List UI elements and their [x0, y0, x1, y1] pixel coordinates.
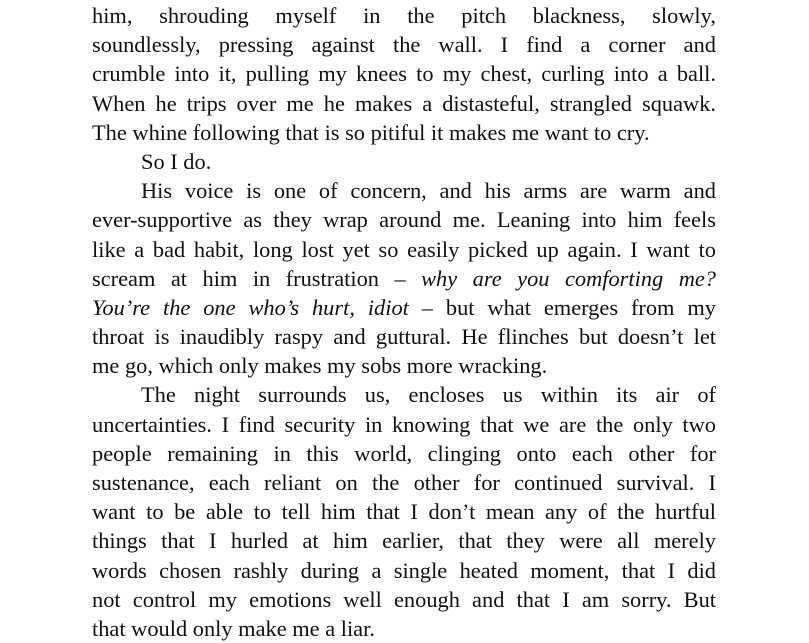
text-line: want to be able to tell him that I don’t mean any of the hurtful — [92, 499, 716, 525]
text-line: like a bad habit, long lost yet so easily picked up again. I want to — [92, 236, 716, 262]
text-line: uncertainties. I find security in knowing that we are the only two — [92, 411, 716, 437]
text-line: So I do. — [141, 148, 212, 174]
text-line: The night surrounds us, encloses us within its air of — [141, 382, 716, 408]
text-line: that would only make me a liar. — [92, 615, 375, 641]
text-segment: scream at him in frustration – — [92, 265, 422, 291]
text-line: His voice is one of concern, and his arms are warm and — [141, 178, 716, 204]
text-body — [92, 1, 716, 643]
text-line: The whine following that is so pitiful it makes me want to cry. — [92, 119, 650, 145]
text-line: words chosen rashly during a single heated moment, that I did — [92, 557, 716, 583]
text-line: not control my emotions well enough and that I am sorry. But — [92, 586, 716, 612]
text-line — [92, 264, 716, 293]
text-segment: – but what emerges from my — [408, 294, 716, 320]
text-line: people remaining in this world, clinging onto each other for — [92, 440, 716, 466]
italic-text: why are you comforting me? — [421, 265, 717, 291]
text-line: When he trips over me he makes a distasteful, strangled squawk. — [92, 90, 716, 116]
text-line: ever-supportive as they wrap around me. Leaning into him feels — [92, 207, 716, 233]
italic-text: You’re the one who’s hurt, idiot — [92, 294, 409, 320]
document-page — [92, 1, 716, 643]
text-line: things that I hurled at him earlier, that they were all merely — [92, 528, 716, 554]
text-line: crumble into it, pulling my knees to my chest, curling into a ball. — [92, 61, 716, 87]
text-line: me go, which only makes my sobs more wracking. — [92, 353, 548, 379]
text-line: throat is inaudibly raspy and guttural. He flinches but doesn’t let — [92, 324, 716, 350]
text-line: soundlessly, pressing against the wall. I find a corner and — [92, 32, 716, 58]
text-line — [92, 293, 716, 322]
text-line: him, shrouding myself in the pitch blackness, slowly, — [92, 3, 716, 28]
text-line: sustenance, each reliant on the other for continued survival. I — [92, 470, 716, 495]
